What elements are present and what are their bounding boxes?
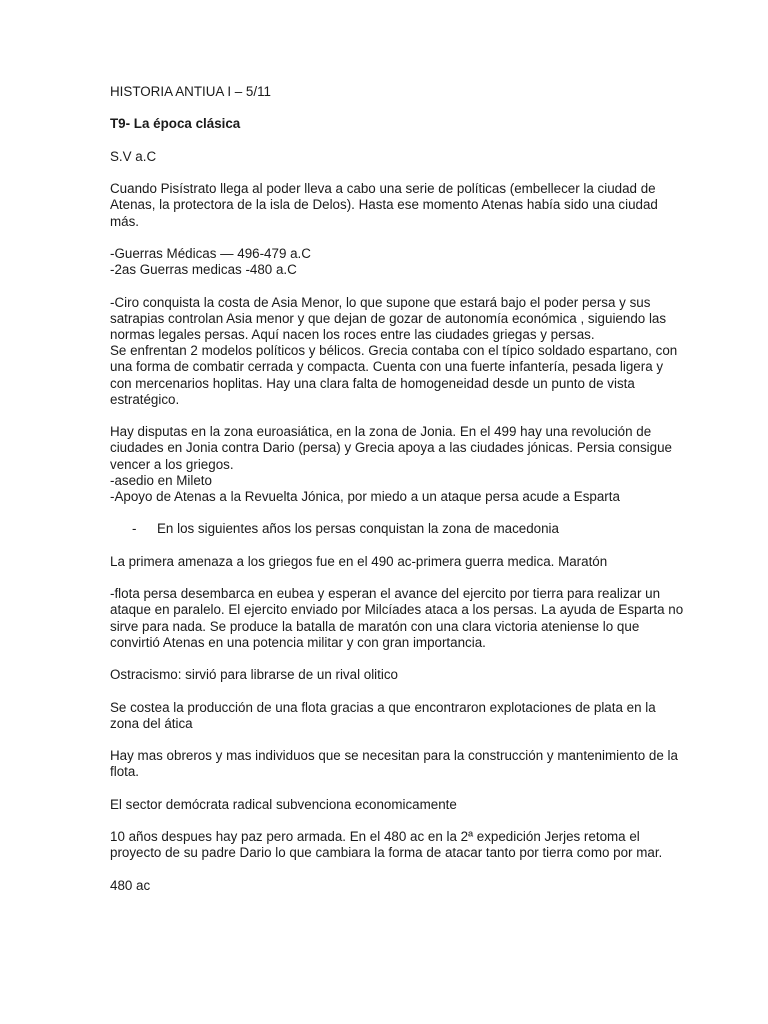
document-title: T9- La época clásica — [110, 116, 241, 132]
paragraph-flota-persa — [110, 586, 684, 651]
paragraph-ciro — [110, 294, 678, 408]
paragraph-sector-democrata: El sector demócrata radical subvenciona economicamente — [110, 796, 457, 812]
paragraph-jonia — [110, 424, 672, 505]
paragraph-obreros — [110, 748, 678, 780]
century-label: S.V a.C — [110, 148, 157, 164]
text-line: Hay mas obreros y mas individuos que se necesitan para la construcción y mantenimiento de la — [110, 748, 678, 764]
text-line: vencer a los griegos. — [110, 456, 234, 472]
bullet-dash: - — [132, 521, 137, 537]
text-line: -flota persa desembarca en eubea y esperan el avance del ejercito por tierra para realizar un — [110, 586, 661, 602]
text-line: con mercenarios hoplitas. Hay una clara falta de homogeneidad desde un punto de vista — [110, 375, 635, 391]
document-header: HISTORIA ANTIUA I – 5/11 — [110, 84, 271, 99]
text-line: Atenas, la protectora de la isla de Delos). Hasta ese momento Atenas había sido una ciudad — [110, 197, 658, 213]
text-line: 10 años despues hay paz pero armada. En el 480 ac en la 2ª expedición Jerjes retoma el — [110, 829, 640, 845]
bullet-list-item — [110, 521, 668, 537]
text-line: sirve para nada. Se produce la batalla de maratón con una clara victoria ateniense lo que — [110, 618, 640, 634]
text-line: Se costea la producción de una flota gracias a que encontraron explotaciones de plata en la — [110, 699, 656, 715]
text-line: normas legales persas. Aquí nacen los roces entre las ciudades griegas y persas. — [110, 326, 595, 342]
bullet-text: En los siguientes años los persas conquistan la zona de macedonia — [157, 521, 559, 537]
text-line: zona del ática — [110, 715, 193, 731]
paragraph-jerjes — [110, 829, 668, 861]
paragraph-ostracismo: Ostracismo: sirvió para librarse de un rival olitico — [110, 667, 398, 683]
text-line: estratégico. — [110, 391, 180, 407]
text-line: convirtió Atenas en una potencia militar y con gran importancia. — [110, 634, 486, 650]
wars-list — [110, 246, 668, 278]
text-line: más. — [110, 213, 140, 229]
war-item: -2as Guerras medicas -480 a.C — [110, 262, 297, 278]
text-line: una forma de combatir cerrada y compacta. Cuenta con una fuerte infantería, pesada ligera y — [110, 359, 664, 375]
text-line: -Apoyo de Atenas a la Revuelta Jónica, por miedo a un ataque persa acude a Esparta — [110, 488, 620, 504]
war-item: -Guerras Médicas — 496-479 a.C — [110, 245, 311, 261]
text-line: Se enfrentan 2 modelos políticos y bélicos. Grecia contaba con el típico soldado espartano, con — [110, 343, 678, 359]
text-line: flota. — [110, 764, 140, 780]
paragraph-480ac: 480 ac — [110, 877, 151, 893]
paragraph-primera-amenaza: La primera amenaza a los griegos fue en el 490 ac-primera guerra medica. Maratón — [110, 553, 608, 569]
text-line: satrapias controlan Asia menor y que dejan de gozar de autonomía económica , siguiendo las — [110, 310, 667, 326]
text-line: -asedio en Mileto — [110, 472, 212, 488]
text-line: Hay disputas en la zona euroasiática, en la zona de Jonia. En el 499 hay una revolución de — [110, 424, 652, 440]
text-line: Cuando Pisístrato llega al poder lleva a cabo una serie de políticas (embellecer la ciudad de — [110, 181, 656, 197]
text-line: ataque en paralelo. El ejercito enviado por Milcíades ataca a los persas. La ayuda de Esparta no — [110, 602, 684, 618]
text-line: ciudades en Jonia contra Dario (persa) y Grecia apoya a las ciudades jónicas. Persia consigue — [110, 440, 672, 456]
text-line: proyecto de su padre Dario lo que cambiara la forma de atacar tanto por tierra como por mar. — [110, 845, 663, 861]
paragraph-flota-plata — [110, 700, 668, 732]
paragraph-pisistrato — [110, 181, 668, 230]
text-line: -Ciro conquista la costa de Asia Menor, lo que supone que estará bajo el poder persa y sus — [110, 294, 651, 310]
